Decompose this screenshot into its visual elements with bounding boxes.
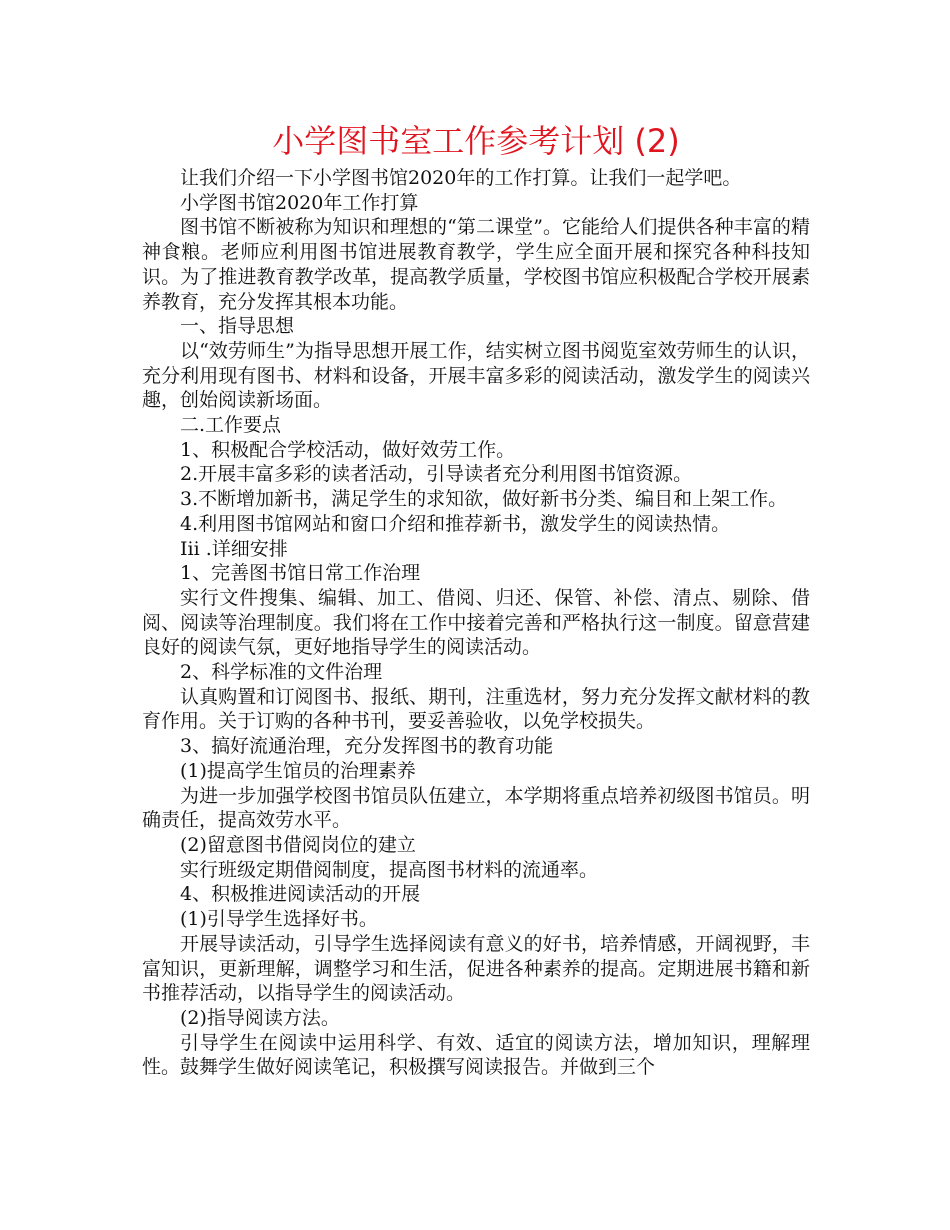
- subsection-heading: 3、搞好流通治理，充分发挥图书的教育功能: [180, 735, 554, 758]
- paragraph: 引导学生在阅读中运用科学、有效、适宜的阅读方法，增加知识，理解理性。鼓舞学生做好阅读笔记，积极撰写阅读报告。并做到三个: [142, 1031, 810, 1079]
- list-item: 3.不断增加新书，满足学生的求知欲，做好新书分类、编目和上架工作。: [180, 488, 788, 511]
- document-title: 小学图书室工作参考计划 (2): [272, 122, 680, 160]
- section-heading: 一、指导思想: [180, 315, 295, 338]
- paragraph: 实行文件搜集、编辑、加工、借阅、归还、保管、补偿、清点、剔除、借阅、阅读等治理制度。我们将在工作中接着完善和严格执行这一制度。留意营建良好的阅读气氛，更好地指导学生的阅读活动。: [142, 586, 810, 659]
- list-item: 2.开展丰富多彩的读者活动，引导读者充分利用图书馆资源。: [180, 463, 693, 486]
- paragraph: 实行班级定期借阅制度，提高图书材料的流通率。: [180, 858, 599, 881]
- document-page: [142, 118, 810, 1080]
- subsection-heading: 2、科学标准的文件治理: [180, 661, 383, 684]
- subsection-heading: 4、积极推进阅读活动的开展: [180, 883, 421, 906]
- sub-item-heading: (1)提高学生馆员的治理素养: [180, 759, 416, 782]
- subsection-heading: 1、完善图书馆日常工作治理: [180, 562, 421, 585]
- sub-item-heading: (2)指导阅读方法。: [180, 1006, 340, 1029]
- list-item: 4.利用图书馆网站和窗口介绍和推荐新书，激发学生的阅读热情。: [180, 512, 731, 535]
- section-heading: Iii .详细安排: [180, 537, 288, 560]
- list-item: 1、积极配合学校活动，做好效劳工作。: [180, 438, 516, 461]
- section-heading: 二.工作要点: [180, 414, 282, 437]
- paragraph: 让我们介绍一下小学图书馆2020年的工作打算。让我们一起学吧。: [180, 167, 742, 189]
- document-body: [142, 166, 810, 1080]
- paragraph: 为进一步加强学校图书馆员队伍建立，本学期将重点培养初级图书馆员。明确责任，提高效劳水平。: [142, 784, 810, 832]
- paragraph: 开展导读活动，引导学生选择阅读有意义的好书，培养情感，开阔视野，丰富知识，更新理解，调整学习和生活，促进各种素养的提高。定期进展书籍和新书推荐活动，以指导学生的阅读活动。: [142, 932, 810, 1005]
- paragraph: 以“效劳师生”为指导思想开展工作，结实树立图书阅览室效劳师生的认识，充分利用现有图书、材料和设备，开展丰富多彩的阅读活动，激发学生的阅读兴趣，创始阅读新场面。: [142, 339, 810, 412]
- paragraph: 图书馆不断被称为知识和理想的“第二课堂”。它能给人们提供各种丰富的精神食粮。老师应利用图书馆进展教育教学，学生应全面开展和探究各种科技知识。为了推进教育教学改革，提高教学质量，学校图书馆应积极配合学校开展素养教育，充分发挥其根本功能。: [142, 216, 810, 313]
- sub-item-heading: (1)引导学生选择好书。: [180, 908, 378, 931]
- paragraph: 认真购置和订阅图书、报纸、期刊，注重选材，努力充分发挥文献材料的教育作用。关于订购的各种书刊，要妥善验收，以免学校损失。: [142, 685, 810, 733]
- sub-item-heading: (2)留意图书借阅岗位的建立: [180, 833, 416, 856]
- paragraph: 小学图书馆2020年工作打算: [180, 191, 419, 214]
